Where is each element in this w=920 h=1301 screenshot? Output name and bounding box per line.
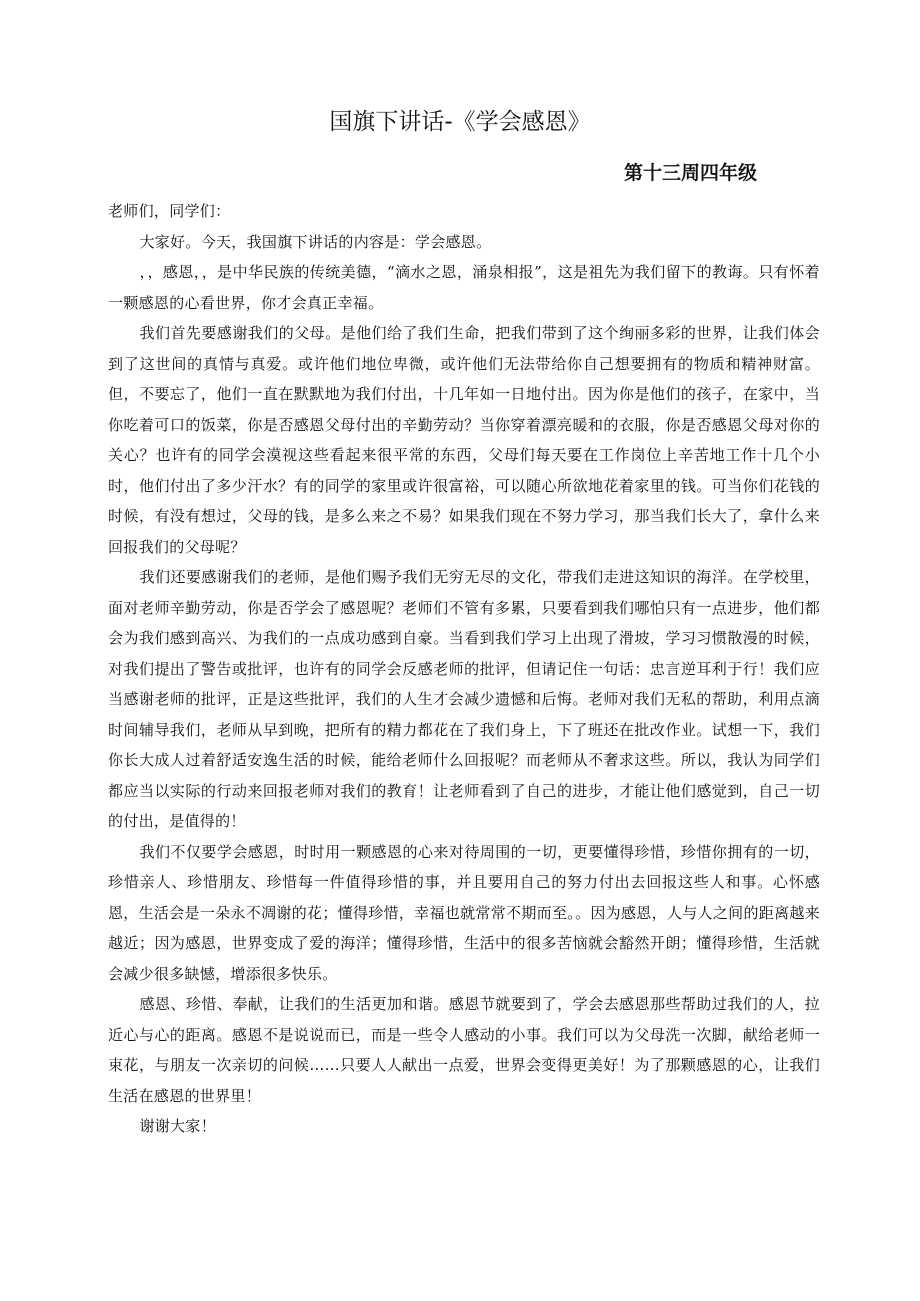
paragraph-greeting: 大家好。今天，我国旗下讲话的内容是：学会感恩。 (139, 232, 492, 251)
paragraph-harmony: 感恩、珍惜、奉献，让我们的生活更加和谐。感恩节就要到了，学会去感恩那些帮助过我们的人，拉近心与心的距离。感恩不是说说而已，而是一些令人感动的小事。我们可以为父母洗一次脚，献给老师一束花，与朋友一次亲切的问候……只要人人献出一点爱，世界会变得更美好！为了那颗感恩的心，让我们生活在感恩的世界里！ (108, 995, 820, 1105)
paragraph-cherish: 我们不仅要学会感恩，时时用一颗感恩的心来对待周围的一切，更要懂得珍惜，珍惜你拥有的一切，珍惜亲人、珍惜朋友、珍惜每一件值得珍惜的事，并且要用自己的努力付出去回报这些人和事。心怀感恩，生活会是一朵永不凋谢的花；懂得珍惜，幸福也就常常不期而至。。因为感恩，人与人之间的距离越来越近；因为感恩，世界变成了爱的海洋；懂得珍惜，生活中的很多苦恼就会豁然开朗；懂得珍惜，生活就会减少很多缺憾，增添很多快乐。 (108, 842, 820, 983)
paragraph-closing: 谢谢大家！ (139, 1117, 217, 1135)
document-title: 国旗下讲话-《学会感恩》 (329, 109, 591, 135)
document-subtitle: 第十三周四年级 (624, 162, 758, 184)
salutation: 老师们，同学们： (108, 202, 231, 220)
paragraph-parents: 我们首先要感谢我们的父母。是他们给了我们生命，把我们带到了这个绚丽多彩的世界，让我们体会到了这世间的真情与真爱。或许他们地位卑微，或许他们无法带给你自己想要拥有的物质和精神财富。但，不要忘了，他们一直在默默地为我们付出，十几年如一日地付出。因为你是他们的孩子，在家中，当你吃着可口的饭菜，你是否感恩父母付出的辛勤劳动？当你穿着漂亮暖和的衣服，你是否感恩父母对你的关心？也许有的同学会漠视这些看起来很平常的东西，父母们每天要在工作岗位上辛苦地工作十几个小时，他们付出了多少汗水？有的同学的家里或许很富裕，可以随心所欲地花着家里的钱。可当你们花钱的时候，有没有想过，父母的钱，是多么来之不易？如果我们现在不努力学习，那当我们长大了，拿什么来回报我们的父母呢？ (108, 324, 820, 556)
paragraph-teachers: 我们还要感谢我们的老师，是他们赐予我们无穷无尽的文化，带我们走进这知识的海洋。在学校里，面对老师辛勤劳动，你是否学会了感恩呢？老师们不管有多累，只要看到我们哪怕只有一点进步，他们都会为我们感到高兴、为我们的一点成功感到自豪。当看到我们学习上出现了滑坡，学习习惯散漫的时候，对我们提出了警告或批评，也许有的同学会反感老师的批评，但请记住一句话：忠言逆耳利于行！我们应当感谢老师的批评，正是这些批评，我们的人生才会减少遗憾和后悔。老师对我们无私的帮助，利用点滴时间辅导我们，老师从早到晚，把所有的精力都花在了我们身上，下了班还在批改作业。试想一下，我们你长大成人过着舒适安逸生活的时候，能给老师什么回报呢？而老师从不奢求这些。所以，我认为同学们都应当以实际的行动来回报老师对我们的教育！让老师看到了自己的进步，才能让他们感觉到，自己一切的付出，是值得的！ (108, 568, 820, 830)
paragraph-introduction: ，，感恩，，是中华民族的传统美德，“滴水之恩，涌泉相报”，这是祖先为我们留下的教诲。只有怀着一颗感恩的心看世界，你才会真正幸福。 (108, 263, 820, 312)
speech-body (108, 196, 820, 1142)
